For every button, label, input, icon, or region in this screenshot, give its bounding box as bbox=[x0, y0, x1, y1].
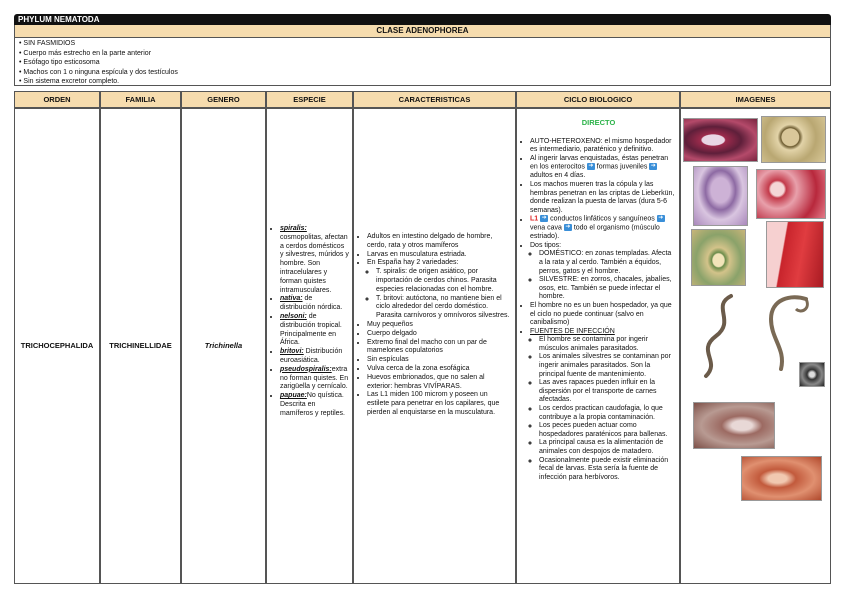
list-item: ◦ Las aves rapaces pueden influir en la dispersión por el transporte de carnes afectadas. bbox=[539, 379, 676, 405]
list-item: • El hombre no es un buen hospedador, ya que el ciclo no puede continuar (salvo en canibalismo) bbox=[530, 302, 676, 328]
list-item: • Dos tipos: ◦ DOMÉSTICO: en zonas templadas. Afecta a la rata y al cerdo. También a équidos, perros, gatos y el hombre. ◦ SILVESTRE: en zorros, chacales, jabalíes, osos, etc. También se puede infectar el hombre. bbox=[530, 242, 676, 302]
list-item: ◦ El hombre se contamina por ingerir músculos animales parasitados. bbox=[539, 336, 676, 353]
list-item: • FUENTES DE INFECCIÓN ◦ El hombre se contamina por ingerir músculos animales parasitados. ◦ Los animales silvestres se contaminan por ingerir animales parasitados. Son la principal fuente de mantenimiento. ◦ Las aves rapaces pueden influir en la dispersión por el transporte de carnes afectadas. ◦ Los cerdos practican caudofagia, lo que contribuye a la propia contaminación. ◦ Los peces pueden actuar como hospedadores paraténicos para ballenas. ◦ La principal causa es la alimentación de animales con despojos de matadero. ◦ Ocasionalmente puede existir eliminación fecal de larvas. Esta sería la fuente de infección para herbívoros. bbox=[530, 328, 676, 483]
list-item: • Al ingerir larvas enquistadas, éstas penetran en los enterocitos ➜ formas juveniles ➜ adultos en 4 días. bbox=[530, 155, 676, 181]
list-item: • Larvas en musculatura estriada. bbox=[367, 251, 511, 260]
list-item: • nelsoni: de distribución tropical. Principalmente en África. bbox=[280, 313, 349, 348]
list-item: ◦ SILVESTRE: en zorros, chacales, jabalíes, osos, etc. También se puede infectar el hombre. bbox=[539, 276, 676, 302]
list-item: • Muy pequeños bbox=[367, 321, 511, 330]
list-item: ◦ La principal causa es la alimentación de animales con despojos de matadero. bbox=[539, 439, 676, 456]
caracteristicas-cell bbox=[353, 108, 516, 584]
caracteristicas-list bbox=[358, 233, 511, 418]
header-caracteristicas: CARACTERISTICAS bbox=[353, 91, 516, 108]
larva-micrograph-image bbox=[693, 402, 775, 449]
familia-cell bbox=[100, 108, 181, 584]
list-item: • Extremo final del macho con un par de mamelones copulatorios bbox=[367, 339, 511, 357]
taxonomy-table bbox=[14, 91, 831, 584]
list-item: ◦ Ocasionalmente puede existir eliminación fecal de larvas. Esta sería la fuente de infección para herbívoros. bbox=[539, 457, 676, 483]
trait: • Esófago tipo esticosoma bbox=[19, 59, 100, 67]
phylum-title: PHYLUM NEMATODA bbox=[14, 14, 831, 25]
list-item: • Sin espículas bbox=[367, 356, 511, 365]
micrograph-image bbox=[683, 118, 758, 162]
list-item: • pseudospiralis:extra no forman quistes. En zarigüella y cernícalo. bbox=[280, 366, 349, 392]
class-traits bbox=[14, 38, 831, 86]
trait: • Machos con 1 o ninguna espícula y dos testículos bbox=[19, 68, 178, 76]
trait: • Cuerpo más estrecho en la parte anterior bbox=[19, 49, 152, 57]
orden-cell bbox=[14, 108, 100, 584]
muscle-tissue-image bbox=[766, 221, 824, 288]
list-item: ◦ DOMÉSTICO: en zonas templadas. Afecta a la rata y al cerdo. También a équidos, perros, gatos y el hombre. bbox=[539, 250, 676, 276]
worm-detail-image bbox=[799, 362, 825, 387]
top-frame bbox=[14, 14, 831, 86]
trait: • Sin sistema excretor completo. bbox=[19, 78, 120, 86]
list-item: • papuae:No quística. Descrita en mamíferos y reptiles. bbox=[280, 392, 349, 418]
familia-value: TRICHINELLIDAE bbox=[109, 340, 172, 350]
list-item: ◦ Los peces pueden actuar como hospedadores paraténicos para ballenas. bbox=[539, 422, 676, 439]
arrow-right-icon: ➜ bbox=[588, 163, 594, 170]
list-item: • nativa: de distribución nórdica. bbox=[280, 295, 349, 313]
tissue-section-image bbox=[693, 166, 748, 226]
list-item: • Vulva cerca de la zona esofágica bbox=[367, 365, 511, 374]
list-item: • AUTO-HETEROXENO: el mismo hospedador es intermediario, paraténico y definitivo. bbox=[530, 138, 676, 155]
list-item: • L1 ➜ conductos linfáticos y sanguíneos ➜ vena cava ➜ todo el organismo (músculo estriado). bbox=[530, 215, 676, 241]
orden-value: TRICHOCEPHALIDA bbox=[20, 340, 94, 350]
ciclo-list bbox=[521, 138, 676, 483]
list-item: • britovi: Distribución euroasiática. bbox=[280, 348, 349, 366]
header-ciclo: CICLO BIOLOGICO bbox=[516, 91, 680, 108]
encysted-larva-image bbox=[691, 229, 746, 286]
ciclo-cell bbox=[516, 108, 680, 584]
imagenes-cell bbox=[680, 108, 831, 584]
list-item: • En España hay 2 variedades: ◦ T. spiralis: de origen asiático, por importación de cerdos chinos. Parasita especies relacionadas con el hombre. ◦ T. britovi: autóctona, no mantiene bien el ciclo alrededor del cerdo doméstico. Parasita carnívoros y omnívoros silvestres. bbox=[367, 259, 511, 321]
header-familia: FAMILIA bbox=[100, 91, 181, 108]
trait: • SIN FASMIDIOS bbox=[19, 40, 76, 47]
arrow-right-icon: ➜ bbox=[565, 224, 571, 231]
list-item: • Los machos mueren tras la cópula y las hembras penetran en las criptas de Lieberkün, donde realizan la puesta de larvas (dura 5-6 semanas). bbox=[530, 181, 676, 215]
muscle-cyst-image bbox=[756, 169, 826, 219]
stained-larva-image bbox=[741, 456, 822, 501]
list-item: ◦ Los animales silvestres se contaminan por ingerir animales parasitados. Son la principal fuente de mantenimiento. bbox=[539, 353, 676, 379]
adult-worm-image bbox=[691, 291, 746, 381]
list-item: ◦ T. britovi: autóctona, no mantiene bien el ciclo alrededor del cerdo doméstico. Parasita carnívoros y omnívoros silvestres. bbox=[376, 295, 511, 321]
larva-cyst-image bbox=[761, 116, 826, 163]
clase-title: CLASE ADENOPHOREA bbox=[14, 25, 831, 38]
genero-value: Trichinella bbox=[204, 340, 243, 350]
header-imagenes: IMAGENES bbox=[680, 91, 831, 108]
list-item: • spiralis: cosmopolitas, afectan a cerdos domésticos y silvestres, múridos y hombre. Son intracelulares y forman quistes intramusculares. bbox=[280, 225, 349, 295]
arrow-right-icon: ➜ bbox=[658, 215, 664, 222]
list-item: • Cuerpo delgado bbox=[367, 330, 511, 339]
list-item: ◦ T. spiralis: de origen asiático, por importación de cerdos chinos. Parasita especies relacionadas con el hombre. bbox=[376, 268, 511, 294]
arrow-right-icon: ➜ bbox=[541, 215, 547, 222]
arrow-right-icon: ➜ bbox=[650, 163, 656, 170]
directo-label: DIRECTO bbox=[581, 118, 616, 127]
list-item: • Huevos embrionados, que no salen al exterior: hembras VIVÍPARAS. bbox=[367, 374, 511, 392]
list-item: • Adultos en intestino delgado de hombre, cerdo, rata y otros mamíferos bbox=[367, 233, 511, 251]
list-item: ◦ Los cerdos practican caudofagia, lo que contribuye a la propia contaminación. bbox=[539, 405, 676, 422]
genero-cell bbox=[181, 108, 266, 584]
header-especie: ESPECIE bbox=[266, 91, 353, 108]
especie-list bbox=[271, 225, 349, 419]
header-orden: ORDEN bbox=[14, 91, 100, 108]
especie-cell bbox=[266, 108, 353, 584]
list-item: • Las L1 miden 100 microm y poseen un estilete para penetrar en los capilares, que pierden al enquistarse en la musculatura. bbox=[367, 391, 511, 417]
header-genero: GENERO bbox=[181, 91, 266, 108]
